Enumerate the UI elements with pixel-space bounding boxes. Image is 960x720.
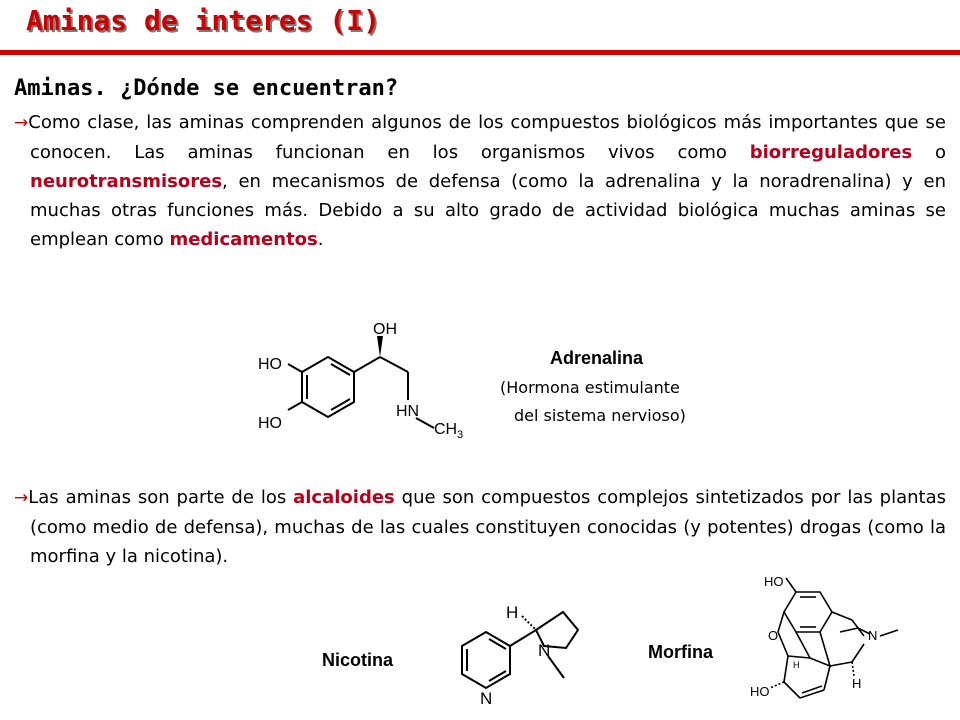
benzene-ring [302, 357, 354, 417]
adrenaline-structure [240, 310, 490, 445]
adrenaline-desc-line2: del sistema nervioso) [514, 406, 686, 425]
paragraph-amines-class [14, 108, 946, 254]
nicotine-structure [440, 590, 600, 718]
page-title: Aminas de interes (I) [26, 4, 381, 37]
morphine-atom-n: N [868, 628, 878, 643]
aromatic-ring [784, 592, 832, 632]
atom-ho-top: HO [258, 356, 282, 373]
pyridine-ring [462, 632, 510, 688]
atom-sub3: 3 [457, 429, 464, 441]
atom-ch: CH [434, 421, 458, 438]
paragraph1-text-1: Como clase, las aminas comprenden algunos de los compuestos biológicos más importantes que se conocen. Las aminas funcionan en los organismos vivos como [28, 112, 946, 163]
atom-hn: HN [396, 403, 420, 420]
paragraph1-text-4: . [317, 229, 324, 250]
bullet-arrow-icon-2: → [14, 488, 29, 508]
paragraph2-text-1: Las aminas son parte de los [28, 487, 294, 508]
highlight-neurotransmisores: neurotransmisores [30, 171, 223, 192]
morphine-atom-ho-bottom: HO [750, 684, 770, 699]
paragraph1-text-2: o [912, 142, 946, 163]
nicotine-atom-n-ring: N [538, 641, 551, 660]
section-subtitle: Aminas. ¿Dónde se encuentran? [14, 76, 399, 101]
bullet-arrow-icon: → [14, 113, 29, 133]
atom-ho-bottom: HO [258, 415, 282, 432]
morphine-atom-o: O [768, 628, 779, 643]
morphine-atom-h-small: H [793, 660, 800, 670]
paragraph1-text-3: , en mecanismos de defensa (como la adrenalina y la noradrenalina) y en muchas otras funciones más. Debido a su alto grado de actividad biológica muchas aminas se emplean como [30, 171, 946, 250]
nicotine-name: Nicotina [322, 650, 394, 670]
paragraph2-text-2: que son compuestos complejos sintetizados por las plantas (como medio de defensa), muchas de las cuales constituyen conocidas (y potentes) drogas (como la morfina y la nicotina). [30, 487, 946, 567]
highlight-medicamentos: medicamentos [169, 229, 318, 250]
paragraph-alkaloids [14, 483, 946, 571]
atom-oh: OH [373, 321, 397, 338]
adrenaline-name: Adrenalina [550, 348, 644, 368]
morphine-atom-ho-top: HO [764, 574, 784, 589]
nicotine-atom-n-pyridine: N [480, 689, 493, 708]
nicotine-atom-h: H [506, 603, 519, 622]
title-underline [0, 50, 960, 55]
morphine-atom-h: H [852, 676, 862, 691]
morphine-structure [740, 572, 950, 718]
adrenaline-desc-line1: (Hormona estimulante [500, 378, 680, 397]
highlight-biorreguladores: biorreguladores [749, 142, 913, 163]
highlight-alcaloides: alcaloides [293, 487, 395, 508]
morphine-name: Morfina [648, 642, 713, 662]
wedge-bond [377, 336, 383, 357]
